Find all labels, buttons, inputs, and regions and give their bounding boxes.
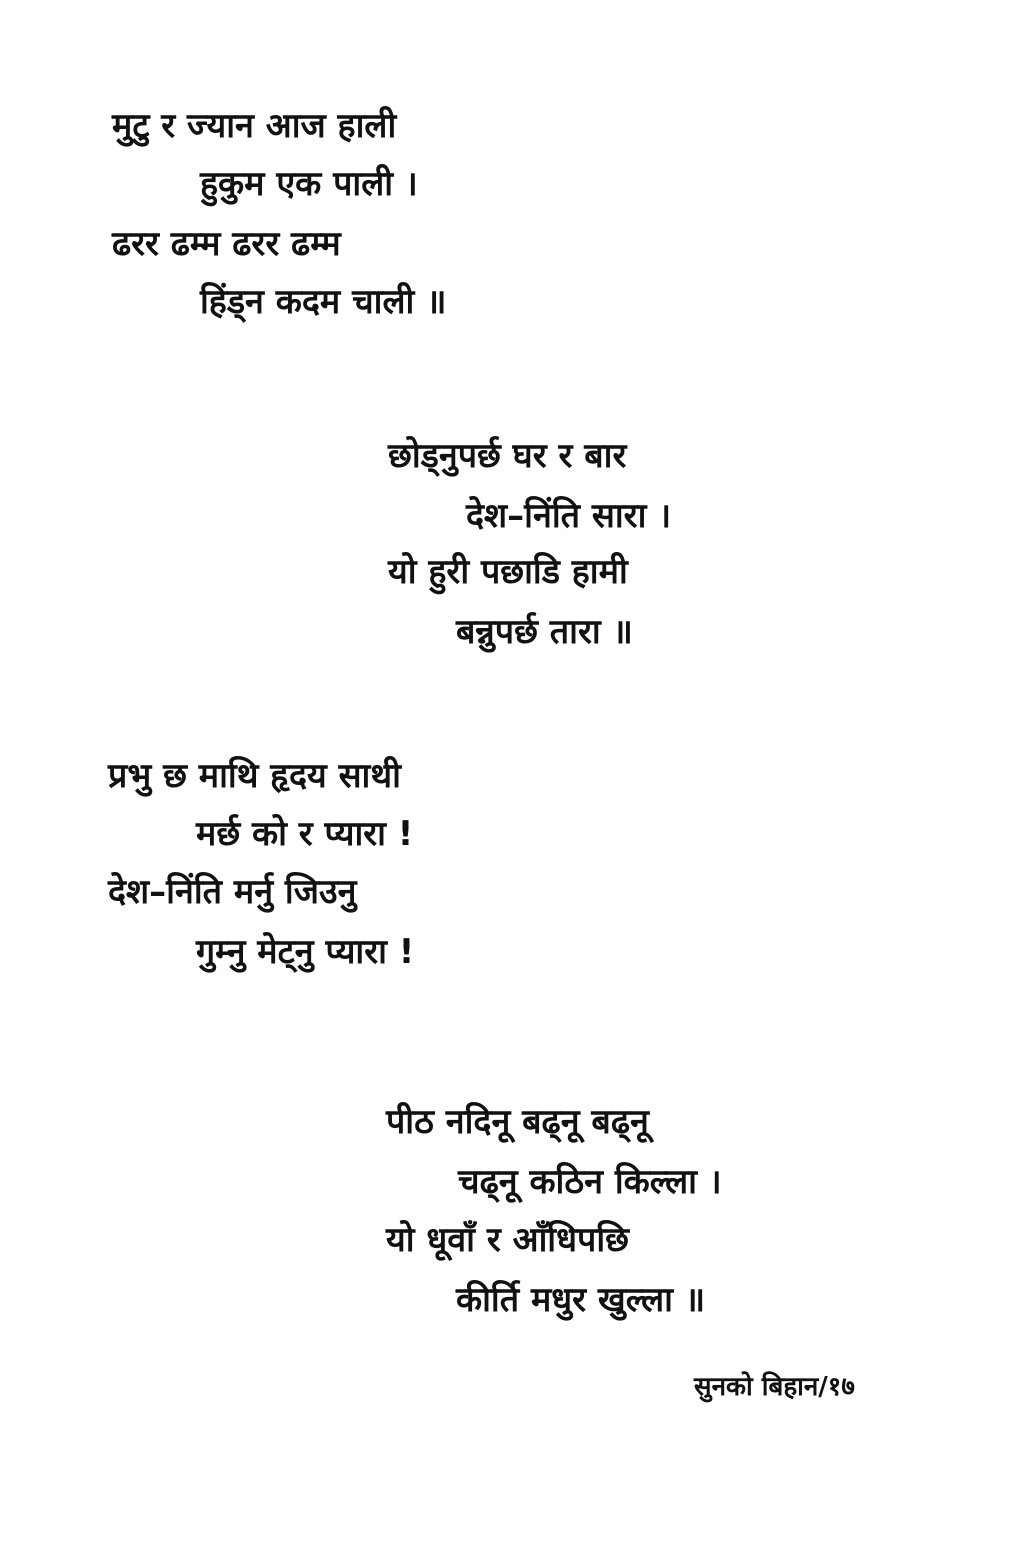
stanza-2-line-4: बन्नुपर्छ तारा ॥ [456,612,633,652]
stanza-1-line-2: हुकुम एक पाली । [200,164,418,204]
stanza-2-line-1: छोड्नुपर्छ घर र बार [388,436,627,476]
stanza-4-line-3: यो धूवाँ र आँधिपछि [386,1220,629,1260]
stanza-1-line-1: मुटु र ज्यान आज हाली [112,106,397,146]
stanza-4-line-2: चढ्नू कठिन किल्ला । [458,1162,722,1202]
stanza-1-line-3: ढरर ढम्म ढरर ढम्म [112,224,341,264]
page-footer-label: सुनको बिहान/१७ [694,1372,855,1402]
stanza-2-line-3: यो हुरी पछाडि हामी [388,552,628,592]
stanza-3-line-2: मर्छ को र प्यारा ! [196,814,414,854]
stanza-2-line-2: देश–निंति सारा । [466,496,672,536]
stanza-3-line-1: प्रभु छ माथि हृदय साथी [108,756,401,796]
stanza-3-line-3: देश–निंति मर्नु जिउनु [108,872,357,912]
stanza-1-line-4: हिंड्न कदम चाली ॥ [200,282,447,322]
stanza-4-line-4: कीर्ति मधुर खुल्ला ॥ [456,1280,706,1320]
stanza-3-line-4: गुम्नु मेट्नु प्यारा ! [196,932,415,972]
stanza-4-line-1: पीठ नदिनू बढ्नू बढ्नू [386,1102,649,1142]
